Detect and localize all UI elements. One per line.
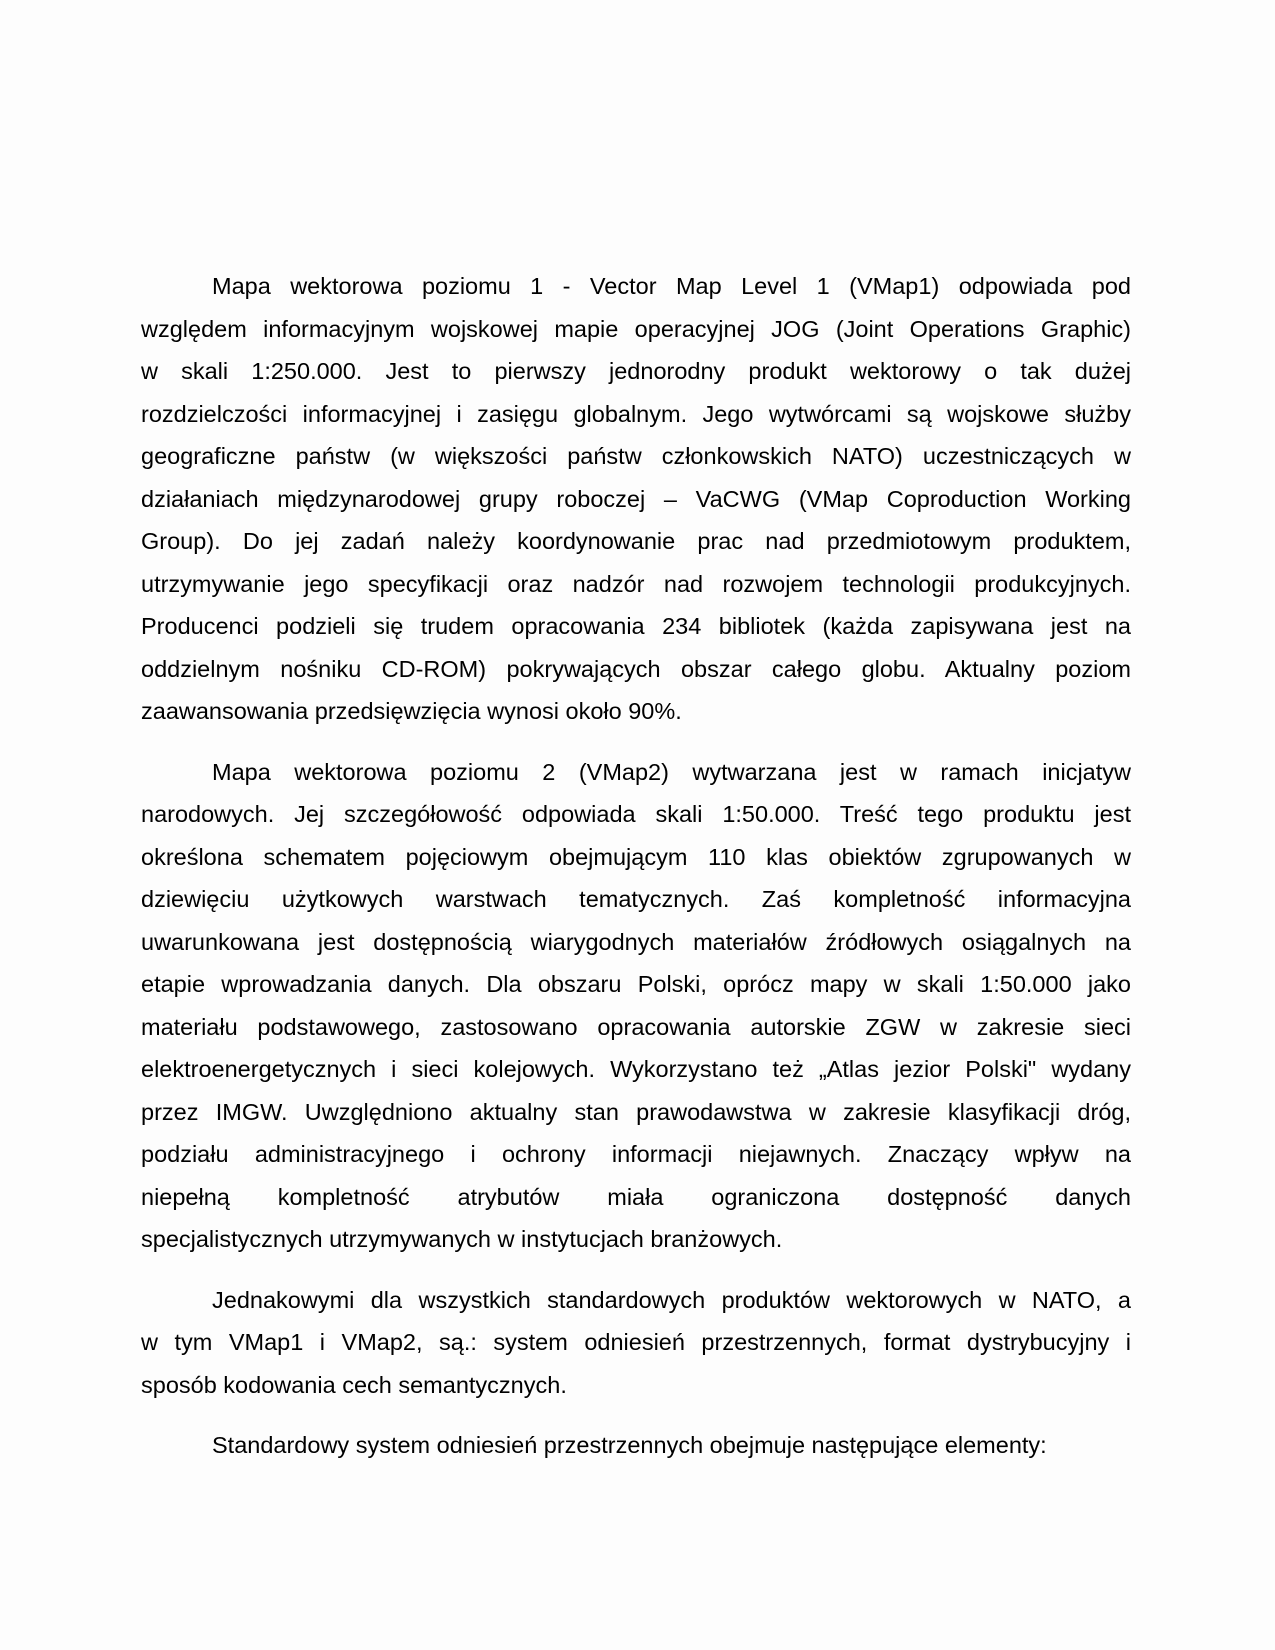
text-line: Group). Do jej zadań należy koordynowanie prac nad przedmiotowym produktem, bbox=[141, 528, 1131, 554]
text-line: elektroenergetycznych i sieci kolejowych. Wykorzystano też „Atlas jezior Polski" wydany bbox=[141, 1056, 1131, 1082]
text-line: w tym VMap1 i VMap2, są.: system odniesień przestrzennych, format dystrybucyjny i bbox=[141, 1329, 1131, 1355]
paragraph-vmap2 bbox=[141, 751, 1131, 1261]
text-line: uwarunkowana jest dostępnością wiarygodnych materiałów źródłowych osiągalnych na bbox=[141, 928, 1131, 955]
paragraph-vmap1 bbox=[141, 265, 1131, 733]
text-line: sposób kodowania cech semantycznych. bbox=[141, 1371, 567, 1398]
text-line: materiału podstawowego, zastosowano opracowania autorskie ZGW w zakresie sieci bbox=[141, 1013, 1131, 1040]
text-line: podziału administracyjnego i ochrony informacji niejawnych. Znaczący wpływ na bbox=[141, 1141, 1131, 1167]
text-line: dziewięciu użytkowych warstwach tematycznych. Zaś kompletność informacyjna bbox=[141, 886, 1131, 912]
paragraph-nato-standards bbox=[141, 1279, 1131, 1407]
text-line: zaawansowania przedsięwzięcia wynosi około 90%. bbox=[141, 698, 682, 724]
text-line: określona schematem pojęciowym obejmującym 110 klas obiektów zgrupowanych w bbox=[141, 843, 1131, 870]
text-line: specjalistycznych utrzymywanych w instytucjach branżowych. bbox=[141, 1226, 783, 1252]
text-line: działaniach międzynarodowej grupy roboczej – VaCWG (VMap Coproduction Working bbox=[141, 485, 1131, 512]
paragraph-reference-system bbox=[141, 1424, 1131, 1467]
text-line: Producenci podzieli się trudem opracowania 234 bibliotek (każda zapisywana jest na bbox=[141, 613, 1131, 639]
text-line: Mapa wektorowa poziomu 2 (VMap2) wytwarzana jest w ramach inicjatyw bbox=[212, 758, 1131, 785]
text-line: Jednakowymi dla wszystkich standardowych produktów wektorowych w NATO, a bbox=[212, 1286, 1131, 1313]
text-line: niepełną kompletność atrybutów miała ograniczona dostępność danych bbox=[141, 1183, 1131, 1210]
text-line: etapie wprowadzania danych. Dla obszaru Polski, oprócz mapy w skali 1:50.000 jako bbox=[141, 971, 1131, 997]
text-line: w skali 1:250.000. Jest to pierwszy jednorodny produkt wektorowy o tak dużej bbox=[141, 358, 1131, 384]
text-line: geograficzne państw (w większości państw członkowskich NATO) uczestniczących w bbox=[141, 443, 1131, 469]
text-block bbox=[141, 265, 1131, 1485]
text-line: przez IMGW. Uwzględniono aktualny stan prawodawstwa w zakresie klasyfikacji dróg, bbox=[141, 1098, 1131, 1125]
text-line: rozdzielczości informacyjnej i zasięgu globalnym. Jego wytwórcami są wojskowe służby bbox=[141, 400, 1131, 427]
text-line: Mapa wektorowa poziomu 1 - Vector Map Level 1 (VMap1) odpowiada pod bbox=[212, 273, 1131, 299]
text-line: narodowych. Jej szczegółowość odpowiada skali 1:50.000. Treść tego produktu jest bbox=[141, 801, 1131, 827]
text-line: utrzymywanie jego specyfikacji oraz nadzór nad rozwojem technologii produkcyjnych. bbox=[141, 570, 1131, 597]
text-line: względem informacyjnym wojskowej mapie operacyjnej JOG (Joint Operations Graphic) bbox=[141, 315, 1131, 342]
text-line: oddzielnym nośniku CD-ROM) pokrywających obszar całego globu. Aktualny poziom bbox=[141, 655, 1131, 682]
text-line: Standardowy system odniesień przestrzennych obejmuje następujące elementy: bbox=[212, 1432, 1047, 1458]
